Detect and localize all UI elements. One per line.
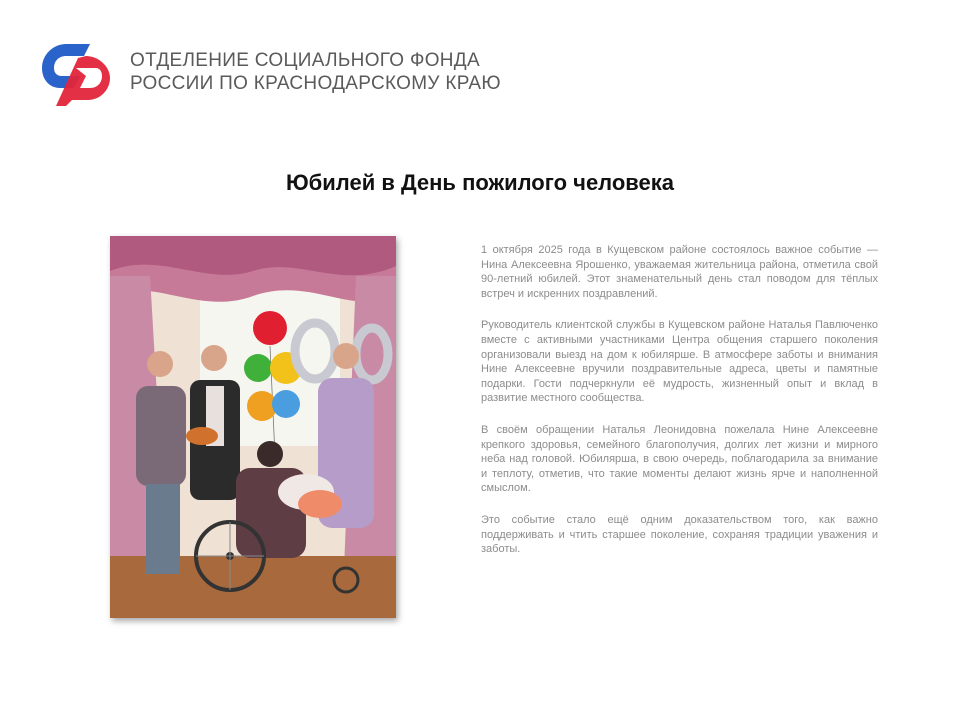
page-title: Юбилей в День пожилого человека [285, 170, 675, 195]
org-name-line-2: РОССИИ ПО КРАСНОДАРСКОМУ КРАЮ [130, 73, 501, 94]
social-fund-logo-icon [36, 38, 116, 106]
org-name-line-1: ОТДЕЛЕНИЕ СОЦИАЛЬНОГО ФОНДА [130, 50, 480, 71]
article-paragraph: Руководитель клиентской службы в Кущевском районе Наталья Павлюченко вместе с активными участниками Центра общения старшего поколения организовали выезд на дом к юбилярше. В атмосфере заботы и внимания Нине Алексеевне вручили поздравительные адреса, цветы и памятные подарки. Гости подчеркнули её мудрость, жизненный опыт и вклад в развитие местного сообщества. [481, 319, 878, 405]
article-body [481, 243, 878, 574]
header [36, 38, 501, 106]
organization-name [130, 49, 501, 95]
photo-scene [110, 236, 396, 618]
article-paragraph: Это событие стало ещё одним доказательством того, как важно поддерживать и чтить старшее поколение, сохраняя традиции уважения и заботы. [481, 513, 878, 556]
celebration-photo [110, 236, 396, 618]
article-paragraph: 1 октября 2025 года в Кущевском районе состоялось важное событие — Нина Алексеевна Ярошенко, уважаемая жительница района, отметила свой 90-летний юбилей. Этот знаменательный день стал поводом для тёплых встреч и искренних поздравлений. [481, 244, 878, 300]
article-paragraph: В своём обращении Наталья Леонидовна пожелала Нине Алексеевне крепкого здоровья, семейного благополучия, долгих лет жизни и мирного неба над головой. Юбилярша, в свою очередь, поблагодарила за внимание и теплоту, отметив, что такие моменты делают жизнь ярче и наполненной смыслом. [481, 423, 878, 495]
